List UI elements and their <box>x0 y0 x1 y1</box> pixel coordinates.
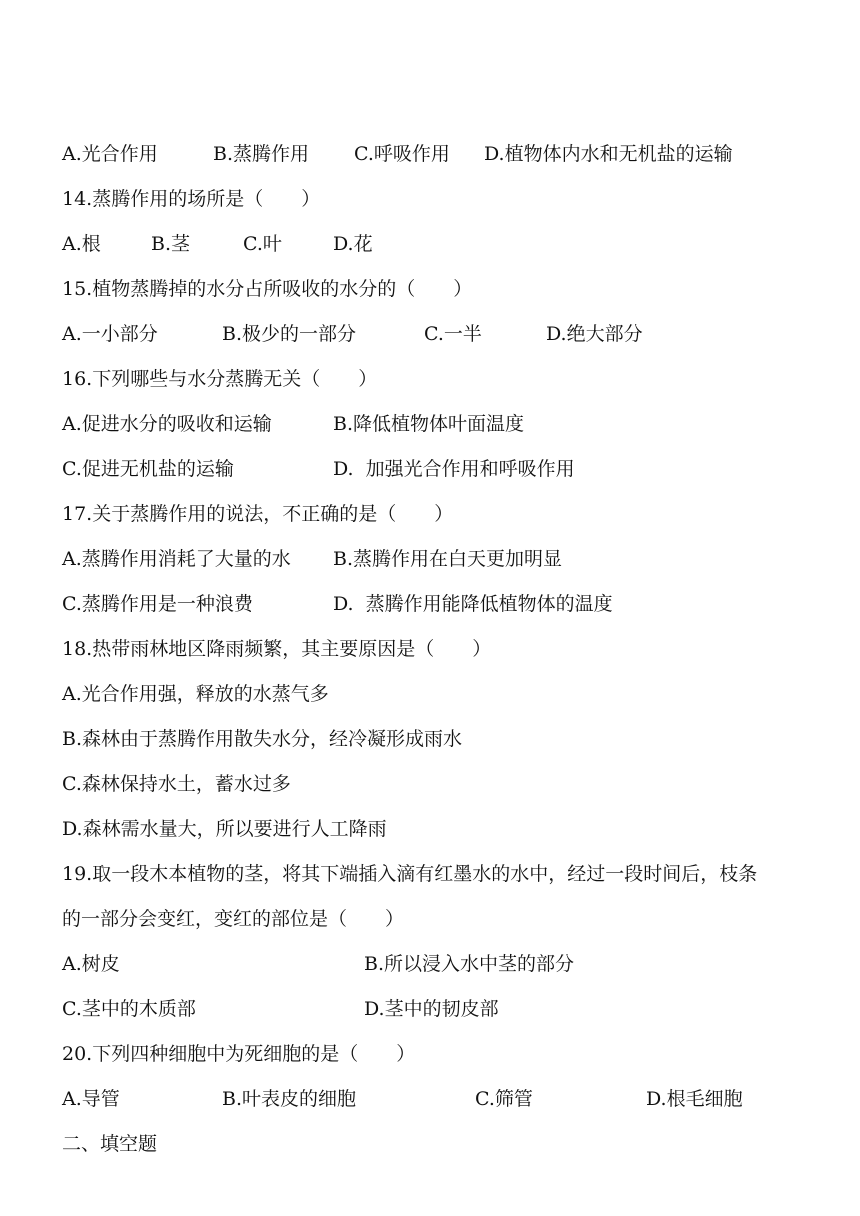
q14-option-a: A.根 <box>62 233 101 255</box>
q13-option-c: C.呼吸作用 <box>354 143 450 165</box>
q19-option-d: D.茎中的韧皮部 <box>364 998 499 1020</box>
q19-option-a: A.树皮 <box>62 953 120 975</box>
q13-option-b: B.蒸腾作用 <box>213 143 310 165</box>
q20-option-a: A.导管 <box>62 1088 120 1110</box>
q15-option-b: B.极少的一部分 <box>222 323 357 345</box>
q20-stem: 20.下列四种细胞中为死细胞的是（ ） <box>62 1043 416 1065</box>
q17-stem: 17.关于蒸腾作用的说法，不正确的是（ ） <box>62 503 454 525</box>
q17-option-c: C.蒸腾作用是一种浪费 <box>62 593 253 615</box>
q15-stem: 15.植物蒸腾掉的水分占所吸收的水分的（ ） <box>62 278 473 300</box>
q18-stem: 18.热带雨林地区降雨频繁，其主要原因是（ ） <box>62 638 492 660</box>
q16-option-b: B.降低植物体叶面温度 <box>333 413 525 435</box>
q16-option-a: A.促进水分的吸收和运输 <box>62 413 272 435</box>
q13-option-d: D.植物体内水和无机盐的运输 <box>484 143 733 165</box>
q18-option-b: B.森林由于蒸腾作用散失水分，经冷凝形成雨水 <box>62 728 463 750</box>
q20-option-c: C.筛管 <box>475 1088 533 1110</box>
q18-option-c: C.森林保持水土，蓄水过多 <box>62 773 291 795</box>
q15-option-c: C.一半 <box>424 323 482 345</box>
q19-stem-line-1: 19.取一段木本植物的茎，将其下端插入滴有红墨水的水中，经过一段时间后，枝条 <box>62 863 758 885</box>
q14-option-c: C.叶 <box>243 233 282 255</box>
q14-option-b: B.茎 <box>151 233 191 255</box>
q13-option-a: A.光合作用 <box>62 143 158 165</box>
q18-option-d: D.森林需水量大，所以要进行人工降雨 <box>62 818 387 840</box>
q19-option-b: B.所以浸入水中茎的部分 <box>364 953 575 975</box>
q14-stem: 14.蒸腾作用的场所是（ ） <box>62 188 321 210</box>
q16-option-c: C.促进无机盐的运输 <box>62 458 234 480</box>
q14-option-d: D.花 <box>333 233 373 255</box>
q15-option-d: D.绝大部分 <box>546 323 643 345</box>
q17-option-d: D. 蒸腾作用能降低植物体的温度 <box>333 593 613 615</box>
q19-stem-line-2: 的一部分会变红，变红的部位是（ ） <box>62 908 405 930</box>
q17-option-a: A.蒸腾作用消耗了大量的水 <box>62 548 291 570</box>
q18-option-a: A.光合作用强，释放的水蒸气多 <box>62 683 329 705</box>
q16-option-d: D. 加强光合作用和呼吸作用 <box>333 458 575 480</box>
q20-option-b: B.叶表皮的细胞 <box>222 1088 357 1110</box>
q17-option-b: B.蒸腾作用在白天更加明显 <box>333 548 563 570</box>
q19-option-c: C.茎中的木质部 <box>62 998 196 1020</box>
q20-option-d: D.根毛细胞 <box>646 1088 743 1110</box>
section-2-title: 二、填空题 <box>62 1133 158 1155</box>
q16-stem: 16.下列哪些与水分蒸腾无关（ ） <box>62 368 378 390</box>
q15-option-a: A.一小部分 <box>62 323 158 345</box>
